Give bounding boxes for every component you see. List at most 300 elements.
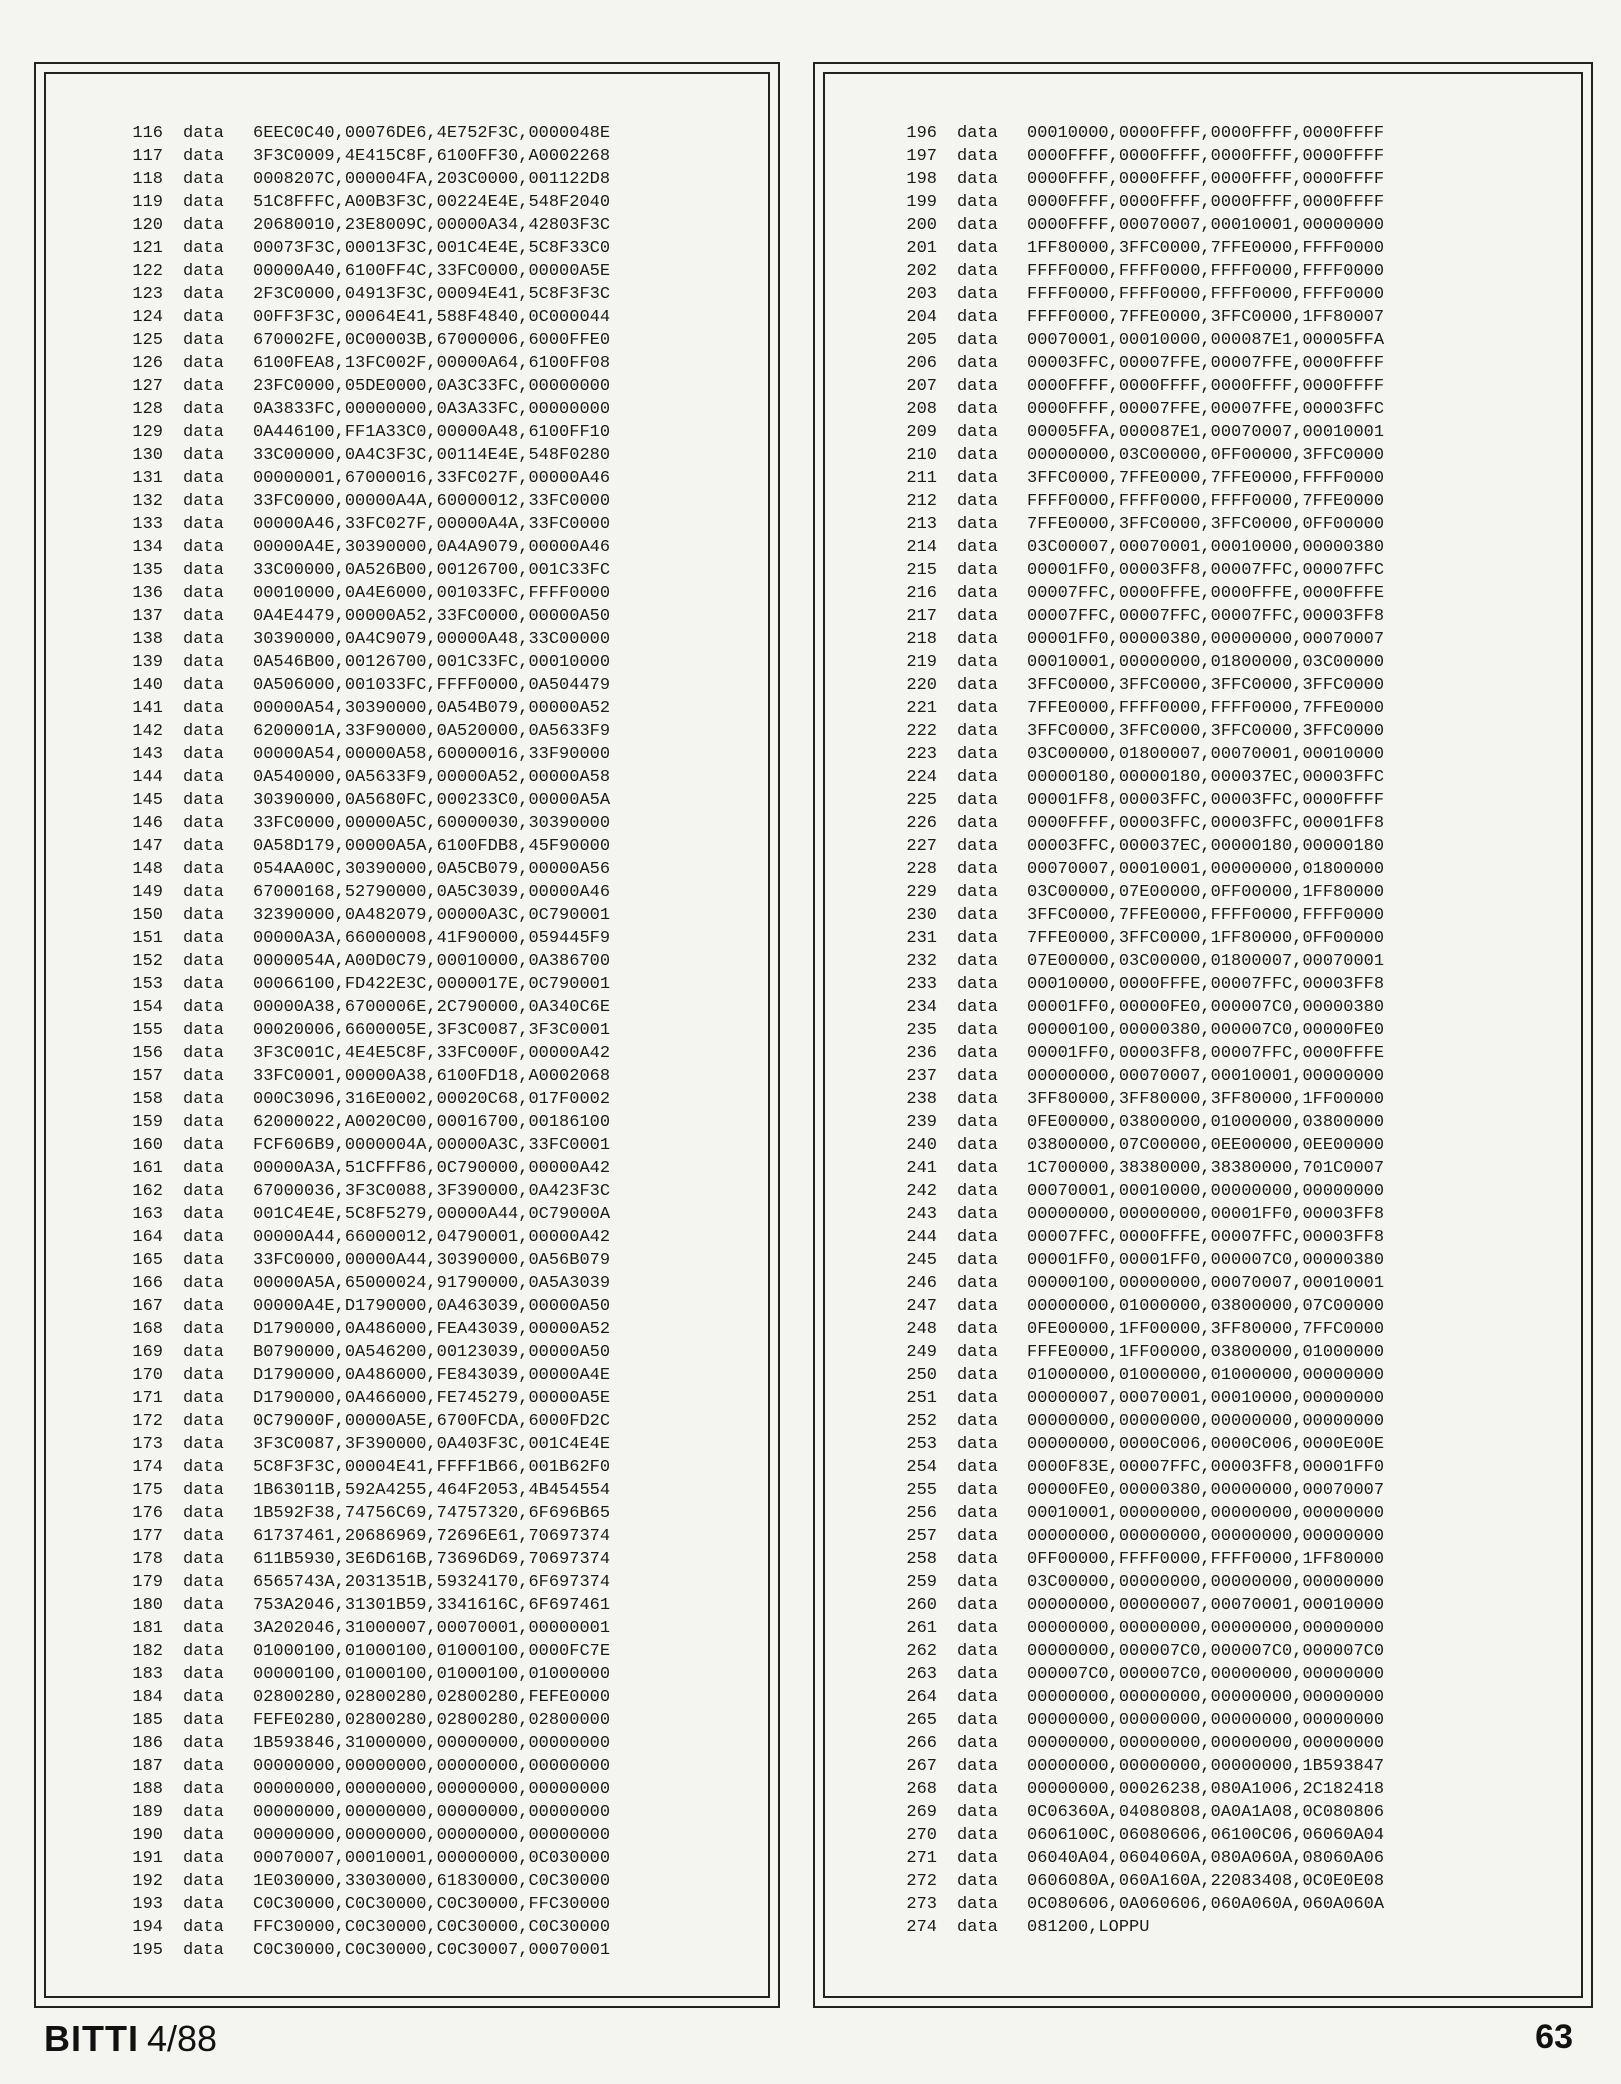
data-line: [91, 1180, 610, 1203]
data-line: [865, 582, 1384, 605]
data-keyword: data: [957, 1711, 998, 1730]
data-line: [91, 1134, 610, 1157]
line-number: 243: [906, 1205, 937, 1224]
data-values: 054AA00C,30390000,0A5CB079,00000A56: [253, 860, 611, 879]
line-number: 174: [132, 1458, 163, 1477]
data-values: 3FF80000,3FF80000,3FF80000,1FF00000: [1027, 1090, 1385, 1109]
data-keyword: data: [957, 1251, 998, 1270]
magazine-brand: BITTI: [44, 2018, 139, 2059]
data-line: [865, 122, 1384, 145]
data-values: 0A546B00,00126700,001C33FC,00010000: [253, 653, 611, 672]
line-number: 178: [132, 1550, 163, 1569]
data-values: 00000A54,30390000,0A54B079,00000A52: [253, 699, 611, 718]
data-values: 0FE00000,1FF00000,3FF80000,7FFC0000: [1027, 1320, 1385, 1339]
line-number: 271: [906, 1849, 937, 1868]
line-number: 253: [906, 1435, 937, 1454]
line-number: 273: [906, 1895, 937, 1914]
data-keyword: data: [183, 170, 224, 189]
line-number: 142: [132, 722, 163, 741]
data-values: 0000FFFF,0000FFFF,0000FFFF,0000FFFF: [1027, 193, 1385, 212]
line-number: 241: [906, 1159, 937, 1178]
data-keyword: data: [957, 239, 998, 258]
data-values: 00070007,00010001,00000000,0C030000: [253, 1849, 611, 1868]
line-number: 198: [906, 170, 937, 189]
line-number: 226: [906, 814, 937, 833]
data-line: [91, 1387, 610, 1410]
data-values: 753A2046,31301B59,3341616C,6F697461: [253, 1596, 611, 1615]
data-values: 00000000,00000007,00070001,00010000: [1027, 1596, 1385, 1615]
line-number: 274: [906, 1918, 937, 1937]
line-number: 216: [906, 584, 937, 603]
data-line: [865, 1640, 1384, 1663]
data-keyword: data: [957, 1573, 998, 1592]
data-values: FFFF0000,7FFE0000,3FFC0000,1FF80007: [1027, 308, 1385, 327]
line-number: 155: [132, 1021, 163, 1040]
data-line: [91, 1732, 610, 1755]
line-number: 192: [132, 1872, 163, 1891]
data-line: [91, 1548, 610, 1571]
data-line: [865, 168, 1384, 191]
line-number: 233: [906, 975, 937, 994]
page-number: 63: [1535, 2018, 1573, 2056]
data-values: 00003FFC,00007FFE,00007FFE,0000FFFF: [1027, 354, 1385, 373]
line-number: 270: [906, 1826, 937, 1845]
data-line: [865, 1272, 1384, 1295]
data-values: 00000000,00000000,00000000,00000000: [253, 1826, 611, 1845]
data-values: 00007FFC,0000FFFE,0000FFFE,0000FFFE: [1027, 584, 1385, 603]
data-keyword: data: [183, 1021, 224, 1040]
data-line: [865, 1111, 1384, 1134]
data-keyword: data: [957, 423, 998, 442]
data-line: [91, 720, 610, 743]
data-line: [91, 1249, 610, 1272]
data-line: [865, 1295, 1384, 1318]
data-line: [91, 260, 610, 283]
data-keyword: data: [183, 1297, 224, 1316]
data-keyword: data: [183, 216, 224, 235]
data-keyword: data: [957, 1343, 998, 1362]
data-line: [91, 812, 610, 835]
line-number: 205: [906, 331, 937, 350]
line-number: 127: [132, 377, 163, 396]
data-keyword: data: [183, 1665, 224, 1684]
line-number: 120: [132, 216, 163, 235]
data-line: [865, 651, 1384, 674]
data-keyword: data: [957, 216, 998, 235]
line-number: 258: [906, 1550, 937, 1569]
data-keyword: data: [183, 722, 224, 741]
data-values: 00000A4E,30390000,0A4A9079,00000A46: [253, 538, 611, 557]
line-number: 222: [906, 722, 937, 741]
line-number: 129: [132, 423, 163, 442]
data-values: 00000000,00000000,00000000,00000000: [253, 1803, 611, 1822]
data-keyword: data: [957, 331, 998, 350]
data-keyword: data: [183, 1458, 224, 1477]
data-line: [865, 835, 1384, 858]
data-line: [91, 237, 610, 260]
line-number: 175: [132, 1481, 163, 1500]
data-keyword: data: [957, 1021, 998, 1040]
line-number: 173: [132, 1435, 163, 1454]
data-line: [865, 145, 1384, 168]
data-keyword: data: [183, 1389, 224, 1408]
data-line: [91, 881, 610, 904]
data-values: D1790000,0A486000,FEA43039,00000A52: [253, 1320, 611, 1339]
line-number: 156: [132, 1044, 163, 1063]
data-values: 0C080606,0A060606,060A060A,060A060A: [1027, 1895, 1385, 1914]
data-line: [865, 1019, 1384, 1042]
line-number: 244: [906, 1228, 937, 1247]
data-values: 00000000,00000000,00001FF0,00003FF8: [1027, 1205, 1385, 1224]
data-values: 1B592F38,74756C69,74757320,6F696B65: [253, 1504, 611, 1523]
data-line: [865, 996, 1384, 1019]
line-number: 251: [906, 1389, 937, 1408]
data-values: 000007C0,000007C0,00000000,00000000: [1027, 1665, 1385, 1684]
data-values: 6EEC0C40,00076DE6,4E752F3C,0000048E: [253, 124, 611, 143]
line-number: 255: [906, 1481, 937, 1500]
data-values: 0C06360A,04080808,0A0A1A08,0C080806: [1027, 1803, 1385, 1822]
line-number: 147: [132, 837, 163, 856]
data-keyword: data: [183, 1113, 224, 1132]
data-line: [865, 950, 1384, 973]
data-line: [91, 835, 610, 858]
data-keyword: data: [957, 1849, 998, 1868]
data-keyword: data: [957, 1596, 998, 1615]
data-values: 00000000,00000000,00000000,00000000: [1027, 1711, 1385, 1730]
data-keyword: data: [183, 837, 224, 856]
data-keyword: data: [183, 1757, 224, 1776]
left-listing-panel: [34, 62, 780, 2008]
data-keyword: data: [183, 377, 224, 396]
data-values: 00010000,0000FFFE,00007FFC,00003FF8: [1027, 975, 1385, 994]
data-values: 00000001,67000016,33FC027F,00000A46: [253, 469, 611, 488]
data-values: 001C4E4E,5C8F5279,00000A44,0C79000A: [253, 1205, 611, 1224]
line-number: 144: [132, 768, 163, 787]
data-keyword: data: [183, 1872, 224, 1891]
data-keyword: data: [957, 1297, 998, 1316]
data-values: 0606100C,06080606,06100C06,06060A04: [1027, 1826, 1385, 1845]
data-values: 3FFC0000,7FFE0000,FFFF0000,FFFF0000: [1027, 906, 1385, 925]
data-line: [865, 1249, 1384, 1272]
data-line: [865, 421, 1384, 444]
line-number: 180: [132, 1596, 163, 1615]
data-values: 3A202046,31000007,00070001,00000001: [253, 1619, 611, 1638]
data-keyword: data: [183, 653, 224, 672]
data-line: [91, 1778, 610, 1801]
data-keyword: data: [183, 1481, 224, 1500]
data-keyword: data: [183, 630, 224, 649]
data-values: D1790000,0A466000,FE745279,00000A5E: [253, 1389, 611, 1408]
data-keyword: data: [183, 1711, 224, 1730]
data-line: [91, 1065, 610, 1088]
data-values: 30390000,0A5680FC,000233C0,00000A5A: [253, 791, 611, 810]
data-line: [91, 398, 610, 421]
data-keyword: data: [183, 791, 224, 810]
data-values: 51C8FFFC,A00B3F3C,00224E4E,548F2040: [253, 193, 611, 212]
data-keyword: data: [957, 768, 998, 787]
data-keyword: data: [957, 1504, 998, 1523]
data-keyword: data: [957, 722, 998, 741]
data-line: [91, 1410, 610, 1433]
data-keyword: data: [183, 584, 224, 603]
line-number: 179: [132, 1573, 163, 1592]
data-keyword: data: [957, 1642, 998, 1661]
data-values: 1B593846,31000000,00000000,00000000: [253, 1734, 611, 1753]
line-number: 172: [132, 1412, 163, 1431]
line-number: 259: [906, 1573, 937, 1592]
data-values: 00000180,00000180,000037EC,00003FFC: [1027, 768, 1385, 787]
data-line: [865, 1801, 1384, 1824]
data-line: [865, 1709, 1384, 1732]
line-number: 252: [906, 1412, 937, 1431]
data-line: [91, 697, 610, 720]
data-line: [865, 444, 1384, 467]
data-values: FFFF0000,FFFF0000,FFFF0000,FFFF0000: [1027, 285, 1385, 304]
data-values: 00000000,00000000,00000000,00000000: [1027, 1527, 1385, 1546]
line-number: 121: [132, 239, 163, 258]
data-line: [865, 1916, 1384, 1939]
data-keyword: data: [183, 607, 224, 626]
line-number: 133: [132, 515, 163, 534]
data-keyword: data: [957, 1136, 998, 1155]
line-number: 165: [132, 1251, 163, 1270]
data-values: 00010001,00000000,00000000,00000000: [1027, 1504, 1385, 1523]
data-values: 03C00000,01800007,00070001,00010000: [1027, 745, 1385, 764]
line-number: 161: [132, 1159, 163, 1178]
data-values: 33FC0000,00000A44,30390000,0A56B079: [253, 1251, 611, 1270]
data-line: [91, 536, 610, 559]
data-line: [91, 1341, 610, 1364]
line-number: 210: [906, 446, 937, 465]
data-values: 5C8F3F3C,00004E41,FFFF1B66,001B62F0: [253, 1458, 611, 1477]
line-number: 137: [132, 607, 163, 626]
line-number: 160: [132, 1136, 163, 1155]
line-number: 191: [132, 1849, 163, 1868]
data-line: [865, 1594, 1384, 1617]
line-number: 234: [906, 998, 937, 1017]
data-keyword: data: [183, 561, 224, 580]
data-values: 33C00000,0A4C3F3C,00114E4E,548F0280: [253, 446, 611, 465]
data-values: C0C30000,C0C30000,C0C30007,00070001: [253, 1941, 611, 1960]
data-values: 7FFE0000,3FFC0000,1FF80000,0FF00000: [1027, 929, 1385, 948]
data-values: 67000036,3F3C0088,3F390000,0A423F3C: [253, 1182, 611, 1201]
line-number: 184: [132, 1688, 163, 1707]
data-line: [865, 927, 1384, 950]
data-values: 00000000,00026238,080A1006,2C182418: [1027, 1780, 1385, 1799]
data-line: [865, 306, 1384, 329]
line-number: 261: [906, 1619, 937, 1638]
data-keyword: data: [957, 630, 998, 649]
line-number: 220: [906, 676, 937, 695]
data-values: 30390000,0A4C9079,00000A48,33C00000: [253, 630, 611, 649]
data-values: FEFE0280,02800280,02800280,02800000: [253, 1711, 611, 1730]
line-number: 166: [132, 1274, 163, 1293]
data-keyword: data: [957, 1159, 998, 1178]
data-keyword: data: [957, 262, 998, 281]
data-keyword: data: [183, 1734, 224, 1753]
data-line: [91, 1640, 610, 1663]
line-number: 143: [132, 745, 163, 764]
data-keyword: data: [183, 1803, 224, 1822]
data-line: [865, 1525, 1384, 1548]
data-keyword: data: [957, 1665, 998, 1684]
data-values: 00001FF0,00001FF0,000007C0,00000380: [1027, 1251, 1385, 1270]
data-keyword: data: [957, 1044, 998, 1063]
line-number: 181: [132, 1619, 163, 1638]
line-number: 141: [132, 699, 163, 718]
data-line: [91, 1663, 610, 1686]
data-keyword: data: [183, 814, 224, 833]
data-keyword: data: [183, 400, 224, 419]
data-values: 20680010,23E8009C,00000A34,42803F3C: [253, 216, 611, 235]
data-line: [865, 904, 1384, 927]
line-number: 206: [906, 354, 937, 373]
data-keyword: data: [957, 1113, 998, 1132]
data-line: [865, 237, 1384, 260]
data-values: 670002FE,0C00003B,67000006,6000FFE0: [253, 331, 611, 350]
data-line: [865, 1410, 1384, 1433]
data-values: 00000A3A,51CFFF86,0C790000,00000A42: [253, 1159, 611, 1178]
data-keyword: data: [957, 446, 998, 465]
line-number: 164: [132, 1228, 163, 1247]
data-values: 33FC0000,00000A4A,60000012,33FC0000: [253, 492, 611, 511]
data-values: 00000000,0000C006,0000C006,0000E00E: [1027, 1435, 1385, 1454]
data-keyword: data: [957, 745, 998, 764]
data-line: [91, 421, 610, 444]
data-values: 0000F83E,00007FFC,00003FF8,00001FF0: [1027, 1458, 1385, 1477]
data-line: [865, 1318, 1384, 1341]
data-line: [865, 467, 1384, 490]
data-line: [865, 1088, 1384, 1111]
data-keyword: data: [183, 1642, 224, 1661]
data-values: 00000000,00000000,00000000,00000000: [1027, 1619, 1385, 1638]
data-keyword: data: [183, 745, 224, 764]
line-number: 246: [906, 1274, 937, 1293]
data-keyword: data: [957, 607, 998, 626]
line-number: 170: [132, 1366, 163, 1385]
data-keyword: data: [957, 1826, 998, 1845]
line-number: 254: [906, 1458, 937, 1477]
data-keyword: data: [183, 446, 224, 465]
data-line: [865, 536, 1384, 559]
data-line: [91, 1939, 610, 1962]
data-line: [91, 1916, 610, 1939]
data-line: [91, 168, 610, 191]
data-line: [865, 1134, 1384, 1157]
data-keyword: data: [183, 1182, 224, 1201]
line-number: 157: [132, 1067, 163, 1086]
data-keyword: data: [183, 1205, 224, 1224]
line-number: 138: [132, 630, 163, 649]
data-keyword: data: [183, 1343, 224, 1362]
data-values: 33C00000,0A526B00,00126700,001C33FC: [253, 561, 611, 580]
left-data-listing: [91, 122, 610, 1962]
data-keyword: data: [957, 561, 998, 580]
line-number: 169: [132, 1343, 163, 1362]
data-values: 67000168,52790000,0A5C3039,00000A46: [253, 883, 611, 902]
line-number: 193: [132, 1895, 163, 1914]
data-keyword: data: [183, 1159, 224, 1178]
data-values: 00000A40,6100FF4C,33FC0000,00000A5E: [253, 262, 611, 281]
data-line: [91, 1870, 610, 1893]
data-keyword: data: [183, 469, 224, 488]
line-number: 263: [906, 1665, 937, 1684]
data-values: 06040A04,0604060A,080A060A,08060A06: [1027, 1849, 1385, 1868]
line-number: 213: [906, 515, 937, 534]
data-values: 2F3C0000,04913F3C,00094E41,5C8F3F3C: [253, 285, 611, 304]
data-values: 23FC0000,05DE0000,0A3C33FC,00000000: [253, 377, 611, 396]
line-number: 215: [906, 561, 937, 580]
line-number: 168: [132, 1320, 163, 1339]
data-keyword: data: [957, 1182, 998, 1201]
line-number: 126: [132, 354, 163, 373]
data-keyword: data: [183, 1251, 224, 1270]
data-line: [865, 628, 1384, 651]
data-keyword: data: [957, 1320, 998, 1339]
line-number: 118: [132, 170, 163, 189]
data-line: [91, 1847, 610, 1870]
data-keyword: data: [183, 1941, 224, 1960]
data-line: [91, 1686, 610, 1709]
line-number: 194: [132, 1918, 163, 1937]
data-line: [865, 1157, 1384, 1180]
data-keyword: data: [957, 653, 998, 672]
data-line: [91, 1893, 610, 1916]
data-values: 3FFC0000,7FFE0000,7FFE0000,FFFF0000: [1027, 469, 1385, 488]
data-values: 00FF3F3C,00064E41,588F4840,0C000044: [253, 308, 611, 327]
data-line: [91, 1111, 610, 1134]
data-values: 0A3833FC,00000000,0A3A33FC,00000000: [253, 400, 611, 419]
data-line: [91, 1364, 610, 1387]
line-number: 203: [906, 285, 937, 304]
data-values: 0000054A,A00D0C79,00010000,0A386700: [253, 952, 611, 971]
line-number: 146: [132, 814, 163, 833]
data-values: 6565743A,2031351B,59324170,6F697374: [253, 1573, 611, 1592]
line-number: 145: [132, 791, 163, 810]
data-keyword: data: [183, 975, 224, 994]
data-values: 1FF80000,3FFC0000,7FFE0000,FFFF0000: [1027, 239, 1385, 258]
line-number: 117: [132, 147, 163, 166]
data-keyword: data: [183, 1044, 224, 1063]
data-keyword: data: [957, 308, 998, 327]
data-keyword: data: [183, 883, 224, 902]
data-keyword: data: [183, 1228, 224, 1247]
data-line: [865, 605, 1384, 628]
data-values: 00000000,000007C0,000007C0,000007C0: [1027, 1642, 1385, 1661]
data-keyword: data: [183, 1849, 224, 1868]
data-keyword: data: [183, 1780, 224, 1799]
data-line: [865, 674, 1384, 697]
line-number: 136: [132, 584, 163, 603]
data-keyword: data: [183, 699, 224, 718]
data-line: [865, 283, 1384, 306]
line-number: 235: [906, 1021, 937, 1040]
data-values: FCF606B9,0000004A,00000A3C,33FC0001: [253, 1136, 611, 1155]
line-number: 149: [132, 883, 163, 902]
data-line: [865, 1571, 1384, 1594]
data-values: 00000100,00000380,000007C0,00000FE0: [1027, 1021, 1385, 1040]
data-keyword: data: [957, 860, 998, 879]
data-values: 00000A4E,D1790000,0A463039,00000A50: [253, 1297, 611, 1316]
line-number: 228: [906, 860, 937, 879]
data-line: [865, 1042, 1384, 1065]
data-values: 00010001,00000000,01800000,03C00000: [1027, 653, 1385, 672]
data-keyword: data: [183, 1320, 224, 1339]
data-values: 00005FFA,000087E1,00070007,00010001: [1027, 423, 1385, 442]
line-number: 158: [132, 1090, 163, 1109]
data-keyword: data: [957, 170, 998, 189]
line-number: 267: [906, 1757, 937, 1776]
